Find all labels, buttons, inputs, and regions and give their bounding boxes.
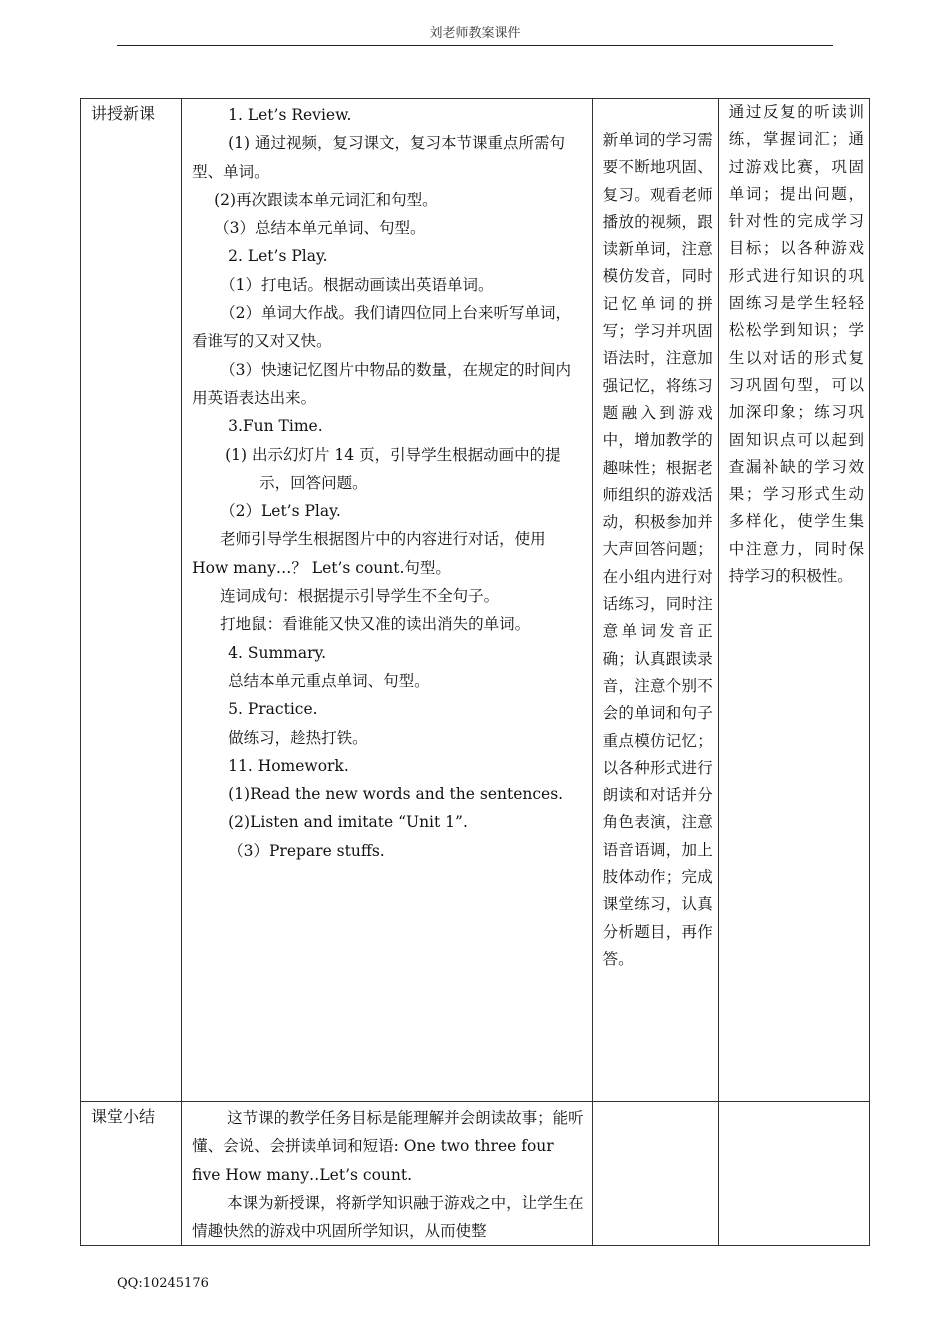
review-step-3: （3）总结本单元单词、句型。 — [214, 219, 426, 238]
sentence-building: 连词成句：根据提示引导学生不全句子。 — [220, 587, 500, 606]
whack-a-mole: 打地鼠：看谁能又快又准的读出消失的单词。 — [220, 615, 531, 634]
summary-heading: 4. Summary. — [228, 643, 327, 662]
play-step-1: （1）打电话。根据动画读出英语单词。 — [220, 275, 494, 294]
lesson-plan-table — [80, 98, 870, 1246]
design-purpose-text: 通过反复的听读训练，掌握词汇；通过游戏比赛，巩固单词；提出问题，针对性的完成学习目标；以各种游戏形式进行知识的巩固练习是学生轻轻松松学到知识；学生以对话的形式复习巩固句型，可以加深印象；练习巩固知识点可以起到查漏补缺的学习效果；学习形式生动多样化，使学生集中注意力，同时保持学习的积极性。 — [728, 103, 864, 586]
review-step-2: (2)再次跟读本单元词汇和句型。 — [214, 190, 438, 209]
summary-empty-cell-1 — [592, 1102, 718, 1246]
review-heading: 1. Let’s Review. — [228, 106, 352, 124]
summary-paragraph-2: 本课为新授课，将新学知识融于游戏之中，让学生在情趣快然的游戏中巩固所学知识，从而使整 — [192, 1193, 584, 1241]
header-rule — [117, 45, 833, 46]
student-activity-text: 新单词的学习需要不断地巩固、复习。观看老师播放的视频，跟读新单词，注意模仿发音，同时记忆单词的拼写；学习并巩固语法时，注意加强记忆，将练习题融入到游戏中，增加教学的趣味性；根据老师组织的游戏活动，积极参加并大声回答问题；在小组内进行对话练习，同时注意单词发音正确；认真跟读录音，注意个别不会的单词和句子重点模仿记忆；以各种形式进行朗读和对话并分角色表演，注意语音语调，加上肢体动作；完成课堂练习，认真分析题目，再作答。 — [602, 131, 713, 968]
teaching-label-cell — [81, 99, 182, 1102]
student-activity-cell — [592, 99, 718, 1102]
summary-empty-cell-2 — [718, 1102, 869, 1246]
play-step-2: （2）单词大作战。我们请四位同上台来听写单词，看谁写的又对又快。 — [192, 304, 571, 351]
practice-heading: 5. Practice. — [228, 700, 318, 719]
play-step-3: （3）快速记忆图片中物品的数量，在规定的时间内用英语表达出来。 — [192, 360, 571, 407]
homework-item-1: (1)Read the new words and the sentences. — [228, 785, 564, 804]
fun-time-heading: 3.Fun Time. — [228, 417, 323, 436]
homework-heading: 11. Homework. — [228, 756, 349, 775]
summary-row — [81, 1102, 870, 1246]
footer-contact: QQ:10245176 — [117, 1276, 209, 1291]
homework-item-2: (2)Listen and imitate “Unit 1”. — [228, 813, 468, 832]
summary-text: 总结本单元重点单词、句型。 — [228, 671, 430, 690]
summary-label-cell — [81, 1102, 182, 1246]
summary-label: 课堂小结 — [91, 1107, 156, 1126]
page-header: 刘老师教案课件 — [429, 26, 521, 41]
fun-time-step-1: (1) 出示幻灯片 14 页，引导学生根据动画中的提示，回答问题。 — [225, 445, 561, 492]
fun-time-step-2: （2）Let’s Play. — [220, 502, 341, 521]
summary-content-cell — [182, 1102, 593, 1246]
teaching-row — [81, 99, 870, 1102]
play-heading: 2. Let’s Play. — [228, 247, 328, 266]
homework-item-3: （3）Prepare stuffs. — [228, 841, 385, 860]
design-purpose-cell — [718, 99, 869, 1102]
summary-paragraph-1: 这节课的教学任务目标是能理解并会朗读故事；能听懂、会说、会拼读单词和短语: One two three four five How many‥Let’s count. — [192, 1109, 584, 1184]
teaching-process-cell — [182, 99, 593, 1102]
dialogue-instruction: 老师引导学生根据图片中的内容进行对话，使用 How many…？ Let’s count.句型。 — [192, 530, 546, 577]
practice-text: 做练习，趁热打铁。 — [228, 728, 368, 747]
review-step-1: (1) 通过视频，复习课文，复习本节课重点所需句型、单词。 — [192, 134, 566, 181]
teaching-label: 讲授新课 — [91, 104, 156, 123]
